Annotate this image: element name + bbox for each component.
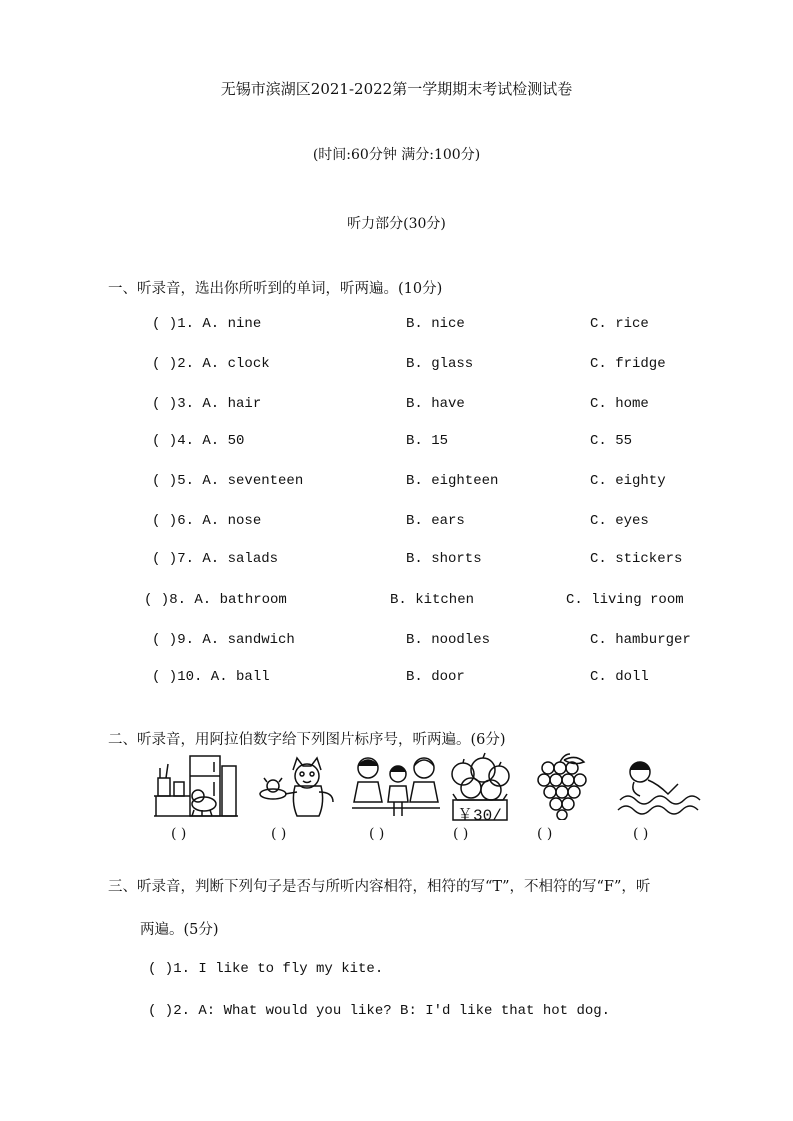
question-8-b: B. kitchen xyxy=(390,592,475,608)
question-1-a: ( )1. A. nine xyxy=(152,316,262,332)
question-6-b: B. ears xyxy=(406,513,465,529)
picture-blank-2[interactable]: ( ) xyxy=(271,826,287,842)
question-5-b: B. eighteen xyxy=(406,473,499,489)
question-6-a: ( )6. A. nose xyxy=(152,513,262,529)
statement-1: ( )1. I like to fly my kite. xyxy=(148,961,384,977)
picture-blank-4[interactable]: ( ) xyxy=(453,826,469,842)
question-4-c: C. 55 xyxy=(590,433,633,449)
section2-heading: 二、听录音，用阿拉伯数字给下列图片标序号，听两遍。(6分) xyxy=(108,732,506,748)
picture-cat xyxy=(257,752,341,820)
picture-fruit-price xyxy=(449,752,511,825)
question-2-c: C. fridge xyxy=(590,356,666,372)
question-3-b: B. have xyxy=(406,396,465,412)
question-9-b: B. noodles xyxy=(406,632,491,648)
question-5-a: ( )5. A. seventeen xyxy=(152,473,304,489)
question-2-b: B. glass xyxy=(406,356,474,372)
question-4-a: ( )4. A. 50 xyxy=(152,433,245,449)
picture-blank-5[interactable]: ( ) xyxy=(537,826,553,842)
exam-title: 无锡市滨湖区2021-2022第一学期期末考试检测试卷 xyxy=(220,80,573,98)
question-3-a: ( )3. A. hair xyxy=(152,396,262,412)
question-10-c: C. doll xyxy=(590,669,649,685)
section3-heading-line1: 三、听录音，判断下列句子是否与所听内容相符，相符的写“T”，不相符的写“F”，听 xyxy=(108,879,651,895)
section1-heading: 一、听录音，选出你所听到的单词，听两遍。(10分) xyxy=(108,281,443,297)
question-2-a: ( )2. A. clock xyxy=(152,356,270,372)
picture-swimmer xyxy=(614,752,704,820)
question-3-c: C. home xyxy=(590,396,649,412)
question-1-b: B. nice xyxy=(406,316,465,332)
question-7-a: ( )7. A. salads xyxy=(152,551,279,567)
question-1-c: C. rice xyxy=(590,316,649,332)
question-8-c: C. living room xyxy=(566,592,684,608)
question-10-b: B. door xyxy=(406,669,465,685)
question-8-a: ( )8. A. bathroom xyxy=(144,592,287,608)
picture-blank-1[interactable]: ( ) xyxy=(171,826,187,842)
picture-kitchen xyxy=(152,752,240,820)
question-4-b: B. 15 xyxy=(406,433,449,449)
statement-2: ( )2. A: What would you like? B: I'd like that hot dog. xyxy=(148,1003,611,1019)
price-tag: ￥30/ xyxy=(457,807,502,825)
question-5-c: C. eighty xyxy=(590,473,666,489)
question-6-c: C. eyes xyxy=(590,513,649,529)
question-9-a: ( )9. A. sandwich xyxy=(152,632,295,648)
question-10-a: ( )10. A. ball xyxy=(152,669,270,685)
listening-part-title: 听力部分(30分) xyxy=(347,216,446,232)
section3-heading-line2: 两遍。(5分) xyxy=(140,922,219,938)
question-7-c: C. stickers xyxy=(590,551,683,567)
picture-blank-6[interactable]: ( ) xyxy=(633,826,649,842)
picture-grapes xyxy=(536,752,588,820)
picture-blank-3[interactable]: ( ) xyxy=(369,826,385,842)
exam-time-score: (时间:60分钟 满分:100分) xyxy=(312,147,481,163)
question-9-c: C. hamburger xyxy=(590,632,691,648)
question-7-b: B. shorts xyxy=(406,551,482,567)
picture-three-girls xyxy=(352,752,440,820)
